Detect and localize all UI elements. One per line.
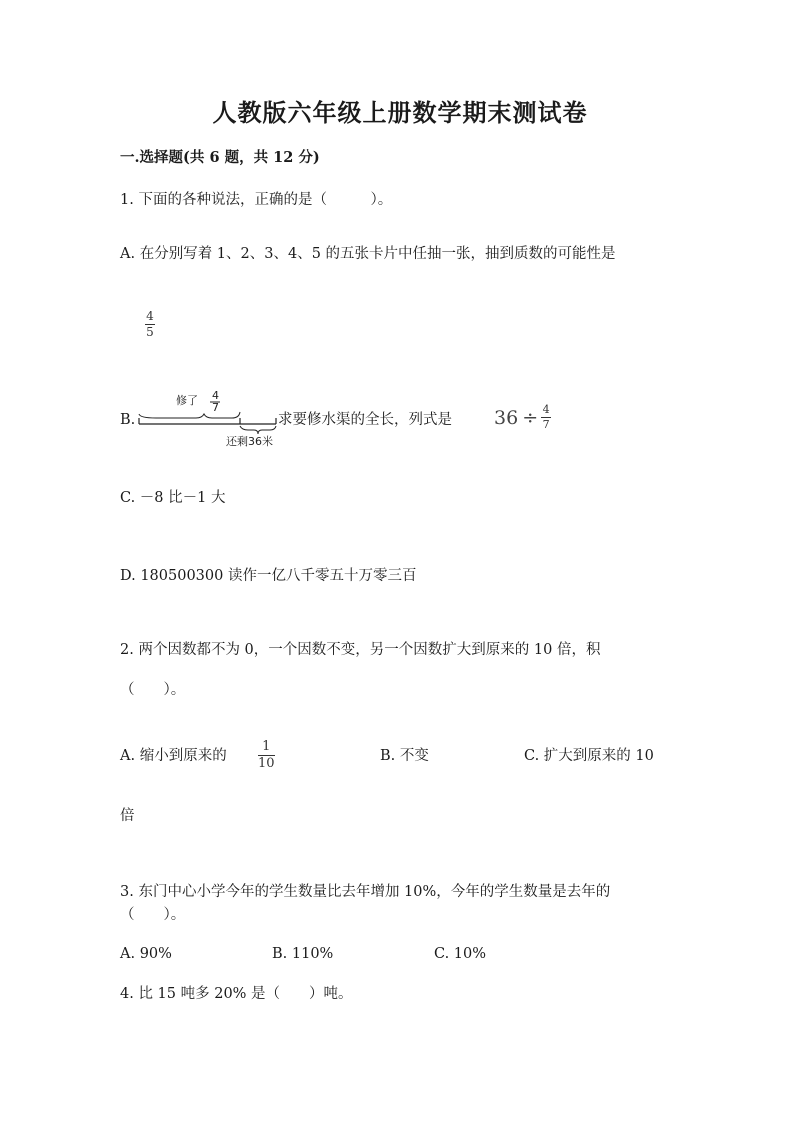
option-a-fraction	[145, 310, 155, 339]
question-3-option-a: A. 90%	[120, 946, 172, 962]
fraction-numerator: 4	[542, 403, 550, 416]
fraction-denominator: 5	[146, 325, 154, 339]
fraction-numerator: 1	[262, 739, 271, 754]
diagram-top-label: 修了	[176, 394, 198, 407]
question-3-stem-cont: （ ）。	[120, 907, 186, 923]
question-2-stem-cont: （ ）。	[120, 682, 186, 698]
question-2-option-b: B. 不变	[380, 748, 429, 764]
fraction-denominator: 7	[542, 418, 550, 431]
fraction-denominator: 10	[258, 756, 275, 771]
fraction-numerator: 4	[146, 309, 154, 323]
question-1-option-c: C. －8 比－1 大	[120, 490, 226, 506]
page-title: 人教版六年级上册数学期末测试卷	[212, 98, 588, 127]
canal-diagram	[136, 390, 286, 450]
question-2-option-a: A. 缩小到原来的	[120, 748, 227, 764]
question-3-option-b: B. 110%	[272, 946, 334, 962]
question-1-option-b-label: B.	[120, 412, 136, 428]
question-3-option-c: C. 10%	[434, 946, 487, 962]
question-4-stem: 4. 比 15 吨多 20% 是（ ）吨。	[120, 986, 353, 1002]
question-1-option-b-text: 求要修水渠的全长，列式是	[278, 412, 452, 428]
formula-divide-sign: ÷	[522, 406, 539, 429]
diagram-top-frac-den: 7	[212, 401, 219, 414]
question-1-stem: 1. 下面的各种说法，正确的是（ ）。	[120, 192, 393, 208]
option-a-fraction	[258, 740, 275, 771]
section-heading: 一.选择题(共 6 题，共 12 分)	[120, 149, 320, 166]
formula-whole: 36	[494, 406, 519, 429]
question-1-option-d: D. 180500300 读作一亿八千零五十万零三百	[120, 568, 417, 584]
diagram-bottom-label: 还剩36米	[226, 435, 273, 448]
diagram-top-brace	[139, 412, 240, 418]
question-2-stem: 2. 两个因数都不为 0，一个因数不变，另一个因数扩大到原来的 10 倍，积	[120, 642, 601, 658]
diagram-top-frac-num: 4	[212, 390, 219, 402]
diagram-bottom-brace	[240, 426, 276, 434]
option-b-formula	[494, 404, 551, 431]
question-2-option-c-cont: 倍	[120, 808, 135, 824]
question-3-stem: 3. 东门中心小学今年的学生数量比去年增加 10%，今年的学生数量是去年的	[120, 884, 611, 900]
question-1-option-a: A. 在分别写着 1、2、3、4、5 的五张卡片中任抽一张，抽到质数的可能性是	[120, 246, 616, 262]
formula-fraction	[541, 404, 551, 431]
question-2-option-c: C. 扩大到原来的 10	[524, 748, 654, 764]
